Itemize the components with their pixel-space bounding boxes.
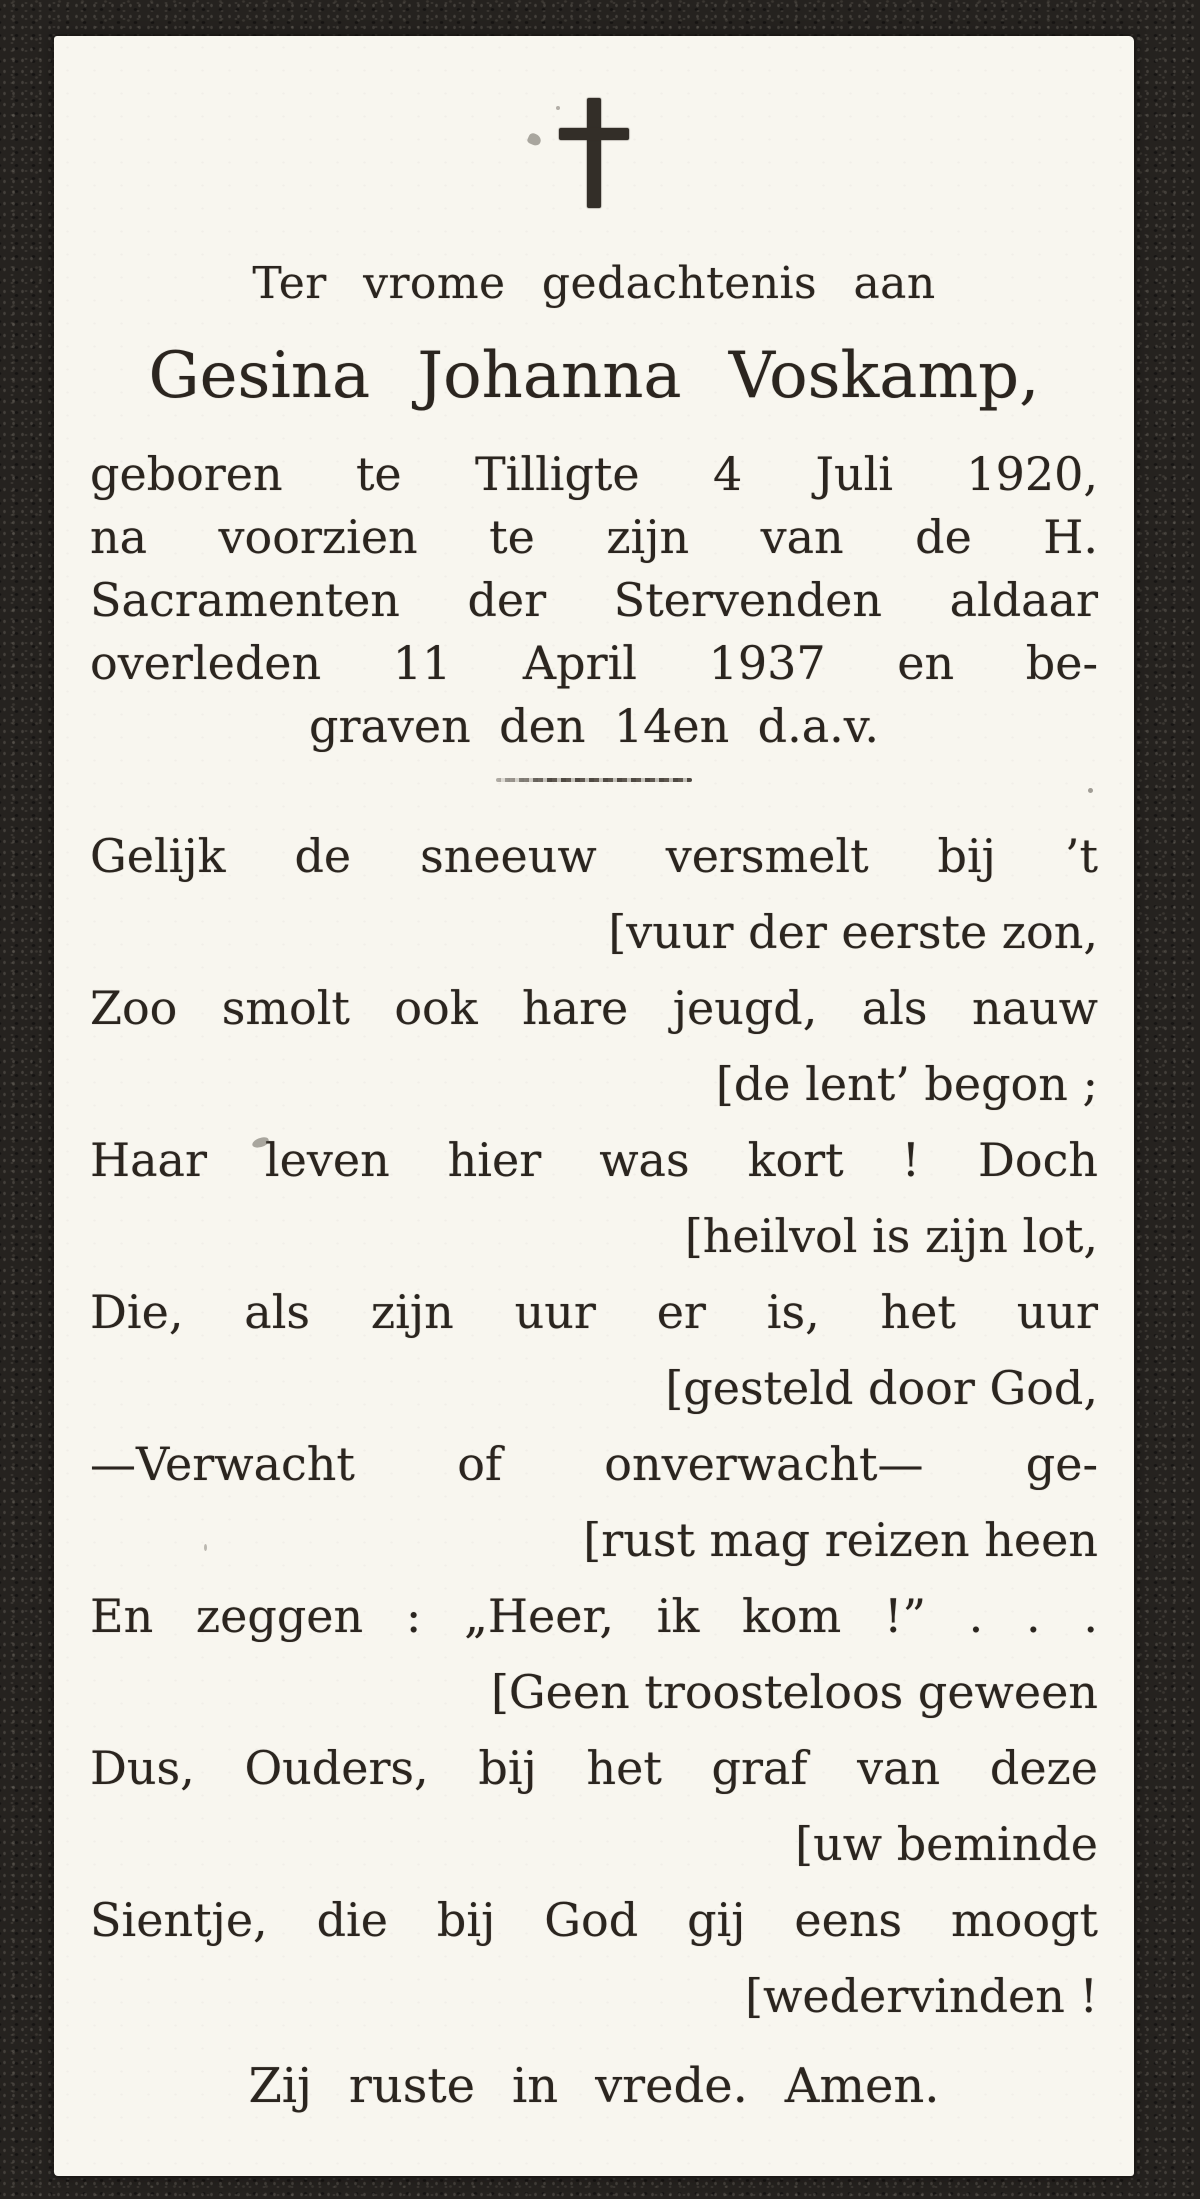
scan-speck — [204, 1544, 207, 1551]
details-line: overleden 11 April 1937 en be- — [90, 636, 1098, 690]
details-line: Sacramenten der Stervenden aldaar — [90, 573, 1098, 627]
section-divider — [496, 778, 692, 782]
scan-speck — [526, 132, 542, 147]
poem-line: [wedervinden ! — [745, 1969, 1098, 2023]
cross-horizontal-bar — [559, 128, 629, 140]
memorial-poem — [90, 818, 1098, 2034]
poem-line: [vuur der eerste zon, — [608, 905, 1098, 959]
intro-line: Ter vrome gedachtenis aan — [252, 258, 936, 309]
poem-line: [de lent’ begon ; — [715, 1057, 1098, 1111]
deceased-name: Gesina Johanna Voskamp, — [148, 339, 1040, 413]
life-details — [90, 443, 1098, 758]
poem-line: [heilvol is zijn lot, — [684, 1209, 1098, 1263]
poem-line: —Verwacht of onverwacht— ge- — [90, 1437, 1098, 1491]
poem-line: [uw beminde — [795, 1817, 1098, 1871]
poem-line: Haar leven hier was kort ! Doch — [90, 1133, 1098, 1187]
details-line: graven den 14en d.a.v. — [309, 699, 879, 753]
poem-line: Die, als zijn uur er is, het uur — [90, 1285, 1098, 1339]
scan-speck — [1088, 788, 1093, 793]
poem-line: [gesteld door God, — [665, 1361, 1098, 1415]
memorial-card — [54, 36, 1134, 2176]
closing-prayer: Zij ruste in vrede. Amen. — [248, 2058, 940, 2114]
poem-line: Gelijk de sneeuw versmelt bij ’t — [90, 829, 1098, 883]
latin-cross-icon — [559, 98, 629, 208]
cross-vertical-bar — [587, 98, 601, 208]
poem-line: [rust mag reizen heen — [583, 1513, 1098, 1567]
details-line: geboren te Tilligte 4 Juli 1920, — [90, 447, 1098, 501]
poem-line: Sientje, die bij God gij eens moogt — [90, 1893, 1098, 1947]
poem-line: [Geen troosteloos geween — [490, 1665, 1098, 1719]
details-line: na voorzien te zijn van de H. — [90, 510, 1098, 564]
scan-speck — [556, 106, 560, 110]
poem-line: Zoo smolt ook hare jeugd, als nauw — [90, 981, 1098, 1035]
poem-line: Dus, Ouders, bij het graf van deze — [90, 1741, 1098, 1795]
poem-line: En zeggen : „Heer, ik kom !” . . . — [90, 1589, 1098, 1643]
